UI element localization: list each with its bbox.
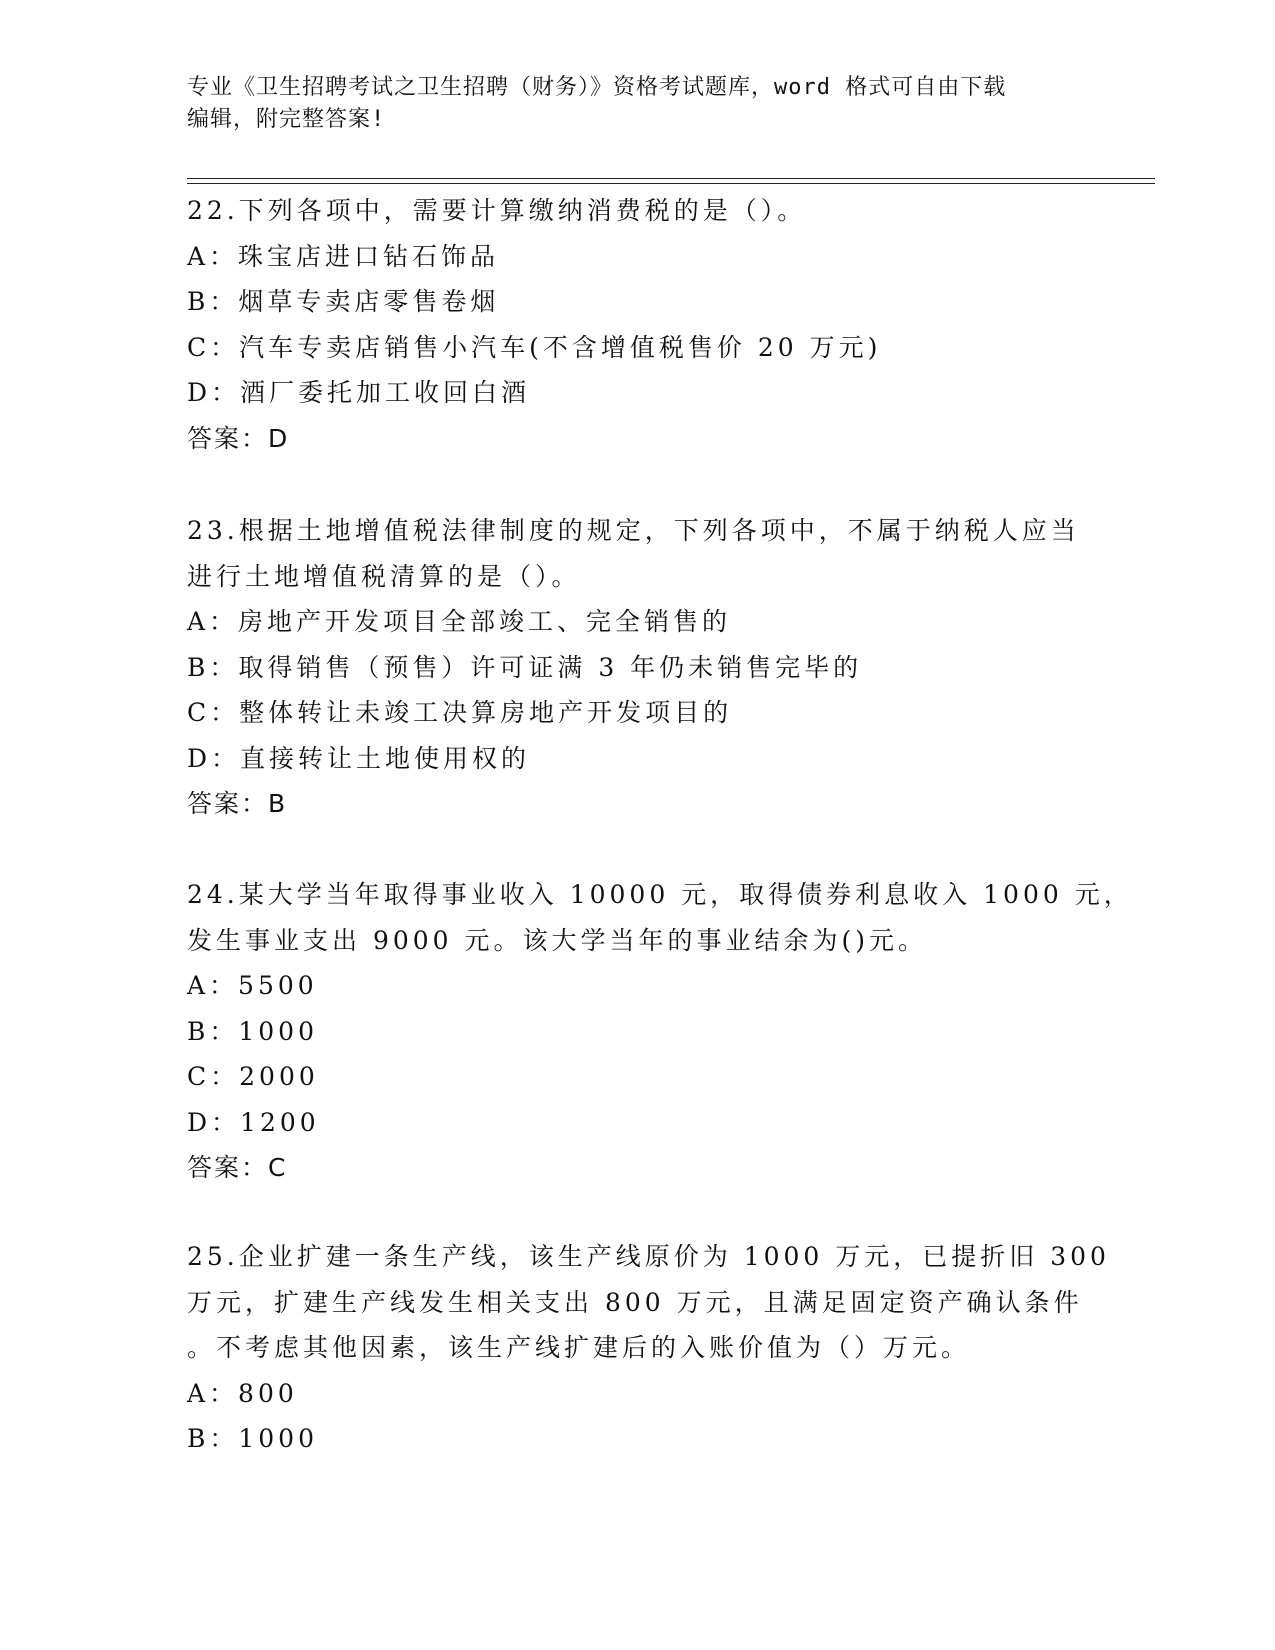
document-header bbox=[187, 72, 1067, 136]
option-d: D：1200 bbox=[187, 1107, 320, 1137]
header-line-2: 编辑，附完整答案! bbox=[187, 107, 386, 132]
header-line-1: 专业《卫生招聘考试之卫生招聘（财务）》资格考试题库，word 格式可自由下载 bbox=[187, 75, 1007, 100]
header-divider-bottom bbox=[187, 183, 1155, 184]
question-23 bbox=[187, 508, 1080, 827]
answer-text: 答案：B bbox=[187, 789, 288, 818]
option-b: B：取得销售（预售）许可证满 3 年仍未销售完毕的 bbox=[187, 652, 863, 682]
option-a: A：800 bbox=[187, 1378, 298, 1408]
option-b: B：1000 bbox=[187, 1016, 318, 1046]
answer-text: 答案：C bbox=[187, 1153, 288, 1182]
option-b: B：烟草专卖店零售卷烟 bbox=[187, 287, 500, 316]
option-a: A：5500 bbox=[187, 971, 318, 1000]
question-text: 25.企业扩建一条生产线，该生产线原价为 1000 万元，已提折旧 300 bbox=[187, 1242, 1110, 1271]
question-text-cont-2: 。不考虑其他因素，该生产线扩建后的入账价值为（）万元。 bbox=[187, 1333, 971, 1362]
option-c: C：整体转让未竣工决算房地产开发项目的 bbox=[187, 698, 733, 727]
question-22 bbox=[187, 188, 1067, 461]
question-24 bbox=[187, 872, 1133, 1191]
question-text-cont: 进行土地增值税清算的是（）。 bbox=[187, 561, 581, 591]
option-a: A：珠宝店进口钻石饰品 bbox=[187, 241, 500, 271]
option-c: C：汽车专卖店销售小汽车(不含增值税售价 20 万元) bbox=[187, 332, 882, 362]
option-d: D：直接转让土地使用权的 bbox=[187, 743, 531, 773]
option-a: A：房地产开发项目全部竣工、完全销售的 bbox=[187, 607, 732, 636]
answer-text: 答案：D bbox=[187, 423, 290, 453]
option-c: C：2000 bbox=[187, 1062, 319, 1091]
option-d: D：酒厂委托加工收回白酒 bbox=[187, 378, 531, 407]
question-25 bbox=[187, 1234, 1110, 1462]
question-text-cont: 发生事业支出 9000 元。该大学当年的事业结余为()元。 bbox=[187, 925, 928, 955]
question-text: 23.根据土地增值税法律制度的规定，下列各项中，不属于纳税人应当 bbox=[187, 516, 1080, 545]
question-text-cont: 万元，扩建生产线发生相关支出 800 万元，且满足固定资产确认条件 bbox=[187, 1287, 1083, 1317]
option-b: B：1000 bbox=[187, 1424, 318, 1453]
question-text: 24.某大学当年取得事业收入 10000 元，取得债券利息收入 1000 元， bbox=[187, 880, 1133, 909]
question-text: 22.下列各项中，需要计算缴纳消费税的是（）。 bbox=[187, 196, 807, 225]
header-divider-top bbox=[187, 178, 1155, 179]
